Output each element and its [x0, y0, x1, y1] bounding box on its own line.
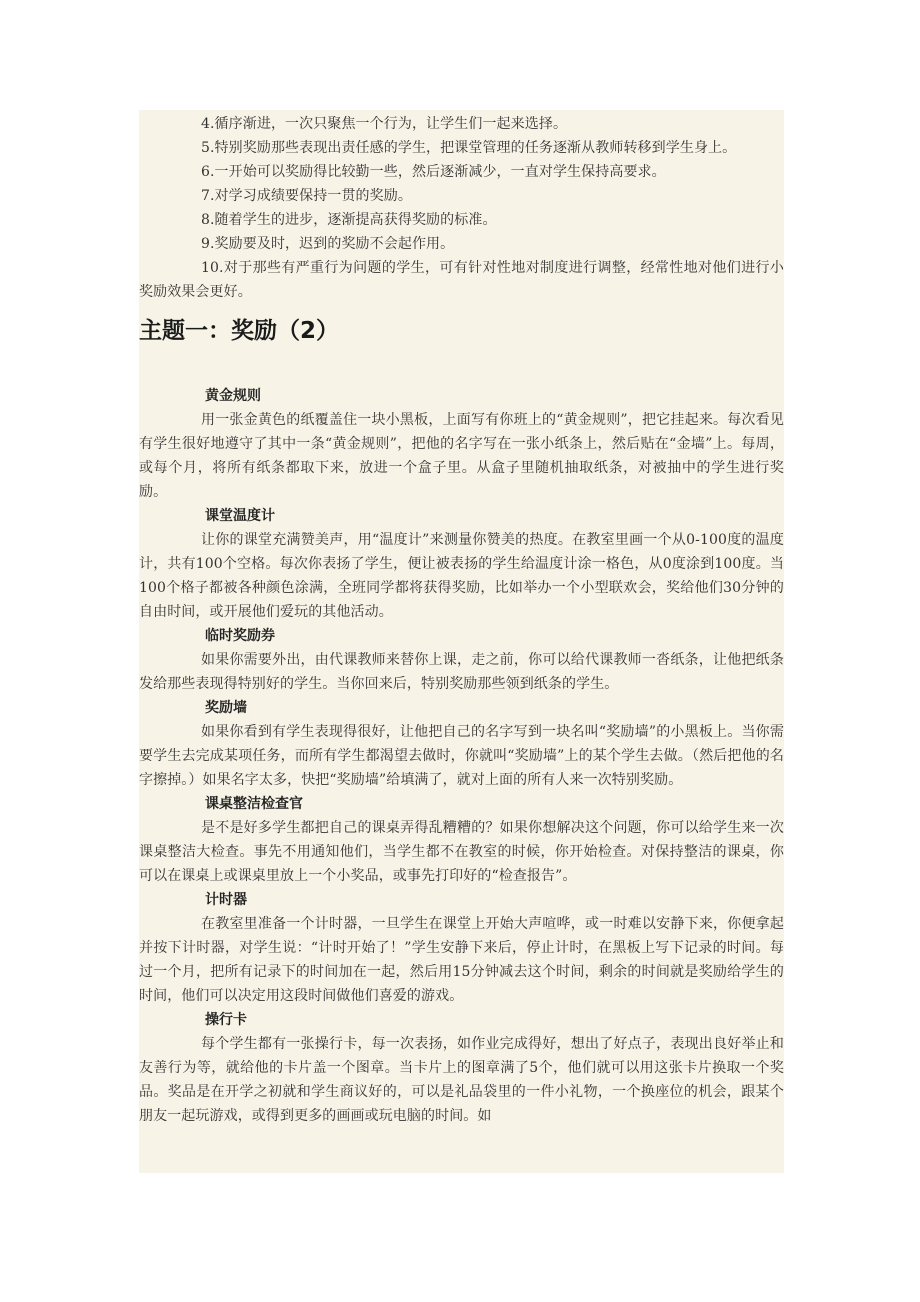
section-body: 在教室里准备一个计时器，一旦学生在课堂上开始大声喧哗，或一时难以安静下来，你便拿起并按下计时器，对学生说：“计时开始了！”学生安静下来后，停止计时，在黑板上写下记录的时间。每过一个月，把所有记录下的时间加在一起，然后用15分钟减去这个时间，剩余的时间就是奖励给学生的时间，他们可以决定用这段时间做他们喜爱的游戏。	[139, 916, 784, 1004]
intro-item: 5.特别奖励那些表现出责任感的学生，把课堂管理的任务逐渐从教师转移到学生身上。	[201, 140, 737, 156]
document-page	[139, 110, 784, 1173]
section-title: 临时奖励券	[205, 628, 275, 644]
intro-item: 6.一开始可以奖励得比较勤一些，然后逐渐减少，一直对学生保持高要求。	[201, 164, 666, 180]
section-title: 操行卡	[205, 1012, 247, 1028]
intro-item: 8.随着学生的进步，逐渐提高获得奖励的标准。	[201, 212, 497, 228]
section-voucher	[139, 624, 784, 696]
section-body: 如果你看到有学生表现得很好，让他把自己的名字写到一块名叫“奖励墙”的小黑板上。当你需要学生去完成某项任务，而所有学生都渴望去做时，你就叫“奖励墙”上的某个学生去做。（然后把他的名字擦掉。）如果名字太多，快把“奖励墙”给填满了，就对上面的所有人来一次特别奖励。	[139, 724, 784, 788]
intro-item: 7.对学习成绩要保持一贯的奖励。	[201, 188, 412, 204]
section-heading: 主题一：奖励（2）	[139, 318, 340, 344]
section-body: 每个学生都有一张操行卡，每一次表扬，如作业完成得好，想出了好点子，表现出良好举止和友善行为等，就给他的卡片盖一个图章。当卡片上的图章满了5个，他们就可以用这张卡片换取一个奖品。奖品是在开学之初就和学生商议好的，可以是礼品袋里的一件小礼物，一个换座位的机会，跟某个朋友一起玩游戏，或得到更多的画画或玩电脑的时间。如	[139, 1036, 784, 1124]
section-body: 让你的课堂充满赞美声，用“温度计”来测量你赞美的热度。在教室里画一个从0-100度的温度计，共有100个空格。每次你表扬了学生，便让被表扬的学生给温度计涂一格色，从0度涂到100度。当100个格子都被各种颜色涂满，全班同学都将获得奖励，比如举办一个小型联欢会，奖给他们30分钟的自由时间，或开展他们爱玩的其他活动。	[139, 532, 784, 620]
intro-list	[139, 110, 784, 304]
section-conduct-card	[139, 1008, 784, 1128]
intro-item: 10.对于那些有严重行为问题的学生，可有针对性地对制度进行调整，经常性地对他们进行小奖励效果会更好。	[139, 260, 784, 300]
section-body: 用一张金黄色的纸覆盖住一块小黑板，上面写有你班上的“黄金规则”，把它挂起来。每次看见有学生很好地遵守了其中一条“黄金规则”，把他的名字写在一张小纸条上，然后贴在“金墙”上。每周，或每个月，将所有纸条都取下来，放进一个盒子里。从盒子里随机抽取纸条，对被抽中的学生进行奖励。	[139, 412, 784, 500]
section-title: 黄金规则	[205, 388, 261, 404]
spacer	[139, 352, 784, 384]
section-golden-rule	[139, 384, 784, 504]
section-title: 奖励墙	[205, 700, 247, 716]
section-thermometer	[139, 504, 784, 624]
section-reward-wall	[139, 696, 784, 792]
section-desk-inspector	[139, 792, 784, 888]
section-title: 课堂温度计	[205, 508, 275, 524]
section-title: 计时器	[205, 892, 247, 908]
section-body: 是不是好多学生都把自己的课桌弄得乱糟糟的？如果你想解决这个问题，你可以给学生来一次课桌整洁大检查。事先不用通知他们，当学生都不在教室的时候，你开始检查。对保持整洁的课桌，你可以在课桌上或课桌里放上一个小奖品，或事先打印好的“检查报告”。	[139, 820, 784, 884]
section-title: 课桌整洁检查官	[205, 796, 303, 812]
section-timer	[139, 888, 784, 1008]
intro-item: 9.奖励要及时，迟到的奖励不会起作用。	[201, 236, 455, 252]
intro-item: 4.循序渐进，一次只聚焦一个行为，让学生们一起来选择。	[201, 116, 568, 132]
section-body: 如果你需要外出，由代课教师来替你上课，走之前，你可以给代课教师一沓纸条，让他把纸条发给那些表现得特别好的学生。当你回来后，特别奖励那些领到纸条的学生。	[139, 652, 784, 692]
